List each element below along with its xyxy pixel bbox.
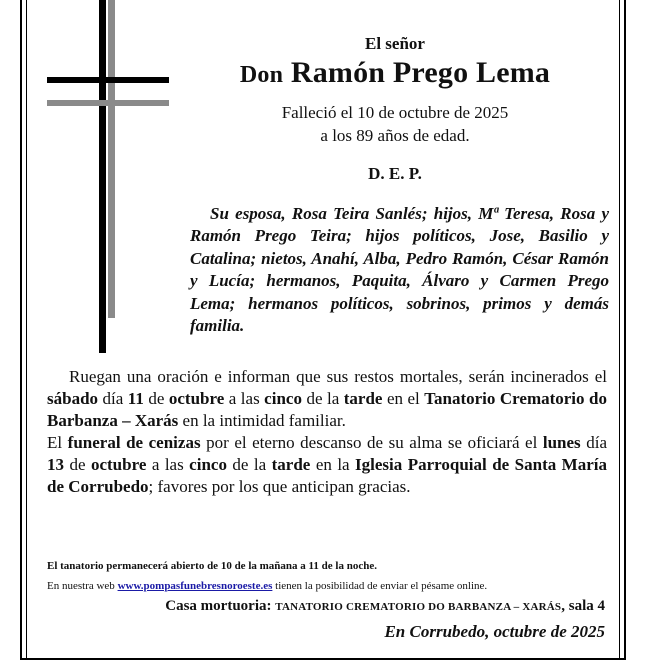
day-number: 11 (127, 389, 144, 408)
signature-line: En Corrubedo, octubre de 2025 (384, 622, 605, 641)
cross-black-horizontal (47, 77, 169, 83)
time-of-day: tarde (271, 455, 311, 474)
rip-text: D. E. P. (368, 164, 422, 183)
cross-black-vertical (99, 0, 106, 353)
hour-text: cinco (264, 389, 302, 408)
web-note (47, 580, 487, 592)
name-text: Ramón Prego Lema (290, 56, 551, 89)
month-name: octubre (168, 389, 225, 408)
day-number: 13 (47, 455, 64, 474)
website-link[interactable]: www.pompasfunebresnoroeste.es (117, 580, 273, 592)
cremation-paragraph (47, 366, 607, 432)
text-fragment: tienen la posibilidad de enviar el pésame online. (272, 580, 488, 592)
text-fragment: en el (382, 389, 425, 408)
tanatorio-hours: El tanatorio permanecerá abierto de 10 de la mañana a 11 de la noche. (47, 560, 377, 572)
text-fragment: Ruegan una oración e informan que sus restos mortales, serán incinerados el (69, 367, 607, 386)
cross-grey-horizontal (47, 100, 169, 106)
funeral-type: funeral de cenizas (67, 433, 201, 452)
text-fragment: de (143, 389, 169, 408)
text-fragment: día (98, 389, 128, 408)
family-list: Su esposa, Rosa Teira Sanlés; hijos, Mª Teresa, Rosa y Ramón Prego Teira; hijos políticos, Jose, Basilio y Catalina; nietos, Anahí, Alba, Pedro Ramón, César Ramón y Lucía; hermanos, Paquita, Álvaro y Carmen Prego Lema; hermanos políticos, sobrinos, primos y demás familia. (190, 204, 609, 336)
name-prefix: Don (239, 62, 284, 88)
day-name: lunes (542, 433, 581, 452)
deceased-name (190, 56, 600, 90)
cross-grey-vertical (108, 0, 115, 318)
text-fragment: ; favores por los que anticipan gracias. (148, 477, 411, 496)
intro-text: El señor (365, 34, 425, 53)
text-fragment: por el eterno descanso de su alma se oficiará el (200, 433, 543, 452)
day-name: sábado (47, 389, 99, 408)
text-fragment: en la intimidad familiar. (178, 411, 346, 430)
text-fragment: En nuestra web (47, 580, 118, 592)
text-fragment: en la (310, 455, 356, 474)
casa-label: Casa mortuoria: (165, 598, 276, 614)
text-fragment: a las (224, 389, 265, 408)
crematorium-name: Tanatorio Crematorio do Barbanza – Xarás (47, 389, 607, 430)
text-fragment: a las (146, 455, 190, 474)
text-fragment: El (47, 433, 68, 452)
announcement-body (47, 366, 607, 498)
church-name: Iglesia Parroquial de Santa María de Corrubedo (47, 455, 607, 496)
text-fragment: de (64, 455, 91, 474)
death-date: Falleció el 10 de octubre de 2025 (281, 103, 509, 122)
text-fragment: de la (301, 389, 344, 408)
casa-room: , sala 4 (561, 598, 605, 614)
text-fragment: día (580, 433, 607, 452)
hour-text: cinco (189, 455, 227, 474)
age-line: a los 89 años de edad. (320, 126, 470, 145)
text-fragment: de la (226, 455, 272, 474)
funeral-home-line (165, 598, 605, 615)
month-name: octubre (90, 455, 147, 474)
time-of-day: tarde (343, 389, 383, 408)
funeral-paragraph (47, 432, 607, 498)
casa-place: TANATORIO CREMATORIO DO BARBANZA – XARÁS (275, 601, 562, 613)
